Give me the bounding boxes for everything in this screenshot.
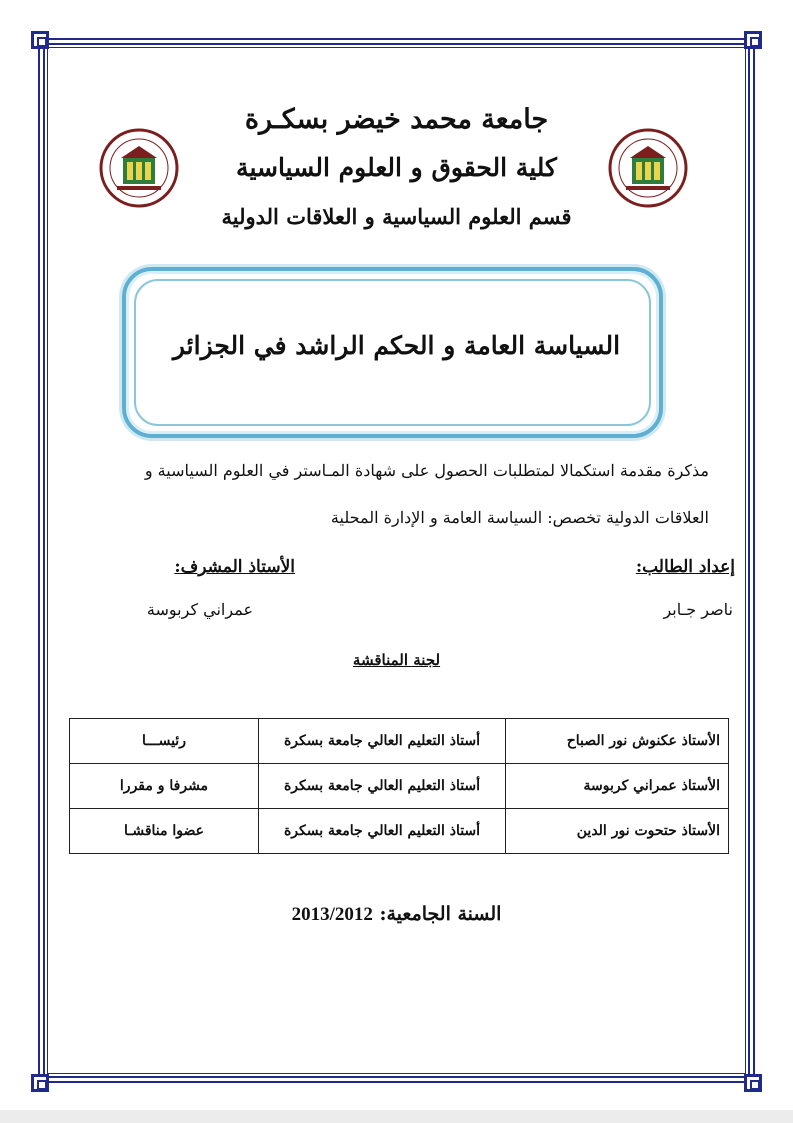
jury-member-name: الأستاذ عكنوش نور الصباح [506, 719, 729, 764]
jury-member-name: الأستاذ عمراني كربوسة [506, 764, 729, 809]
border-corner-ornament [744, 31, 762, 49]
student-name: ناصر جـابر [663, 600, 733, 619]
border-corner-ornament [31, 1074, 49, 1092]
jury-table [69, 718, 729, 854]
jury-member-role: رئيســـا [70, 719, 259, 764]
jury-member-role: مشرفا و مقررا [70, 764, 259, 809]
thesis-title: السياسة العامة و الحكم الراشد في الجزائر [172, 331, 621, 360]
faculty-name: كلية الحقوق و العلوم السياسية [236, 153, 557, 182]
thesis-description-line-2: العلاقات الدولية تخصص: السياسة العامة و الإدارة المحلية [330, 508, 709, 527]
thesis-description-line-1: مذكرة مقدمة استكمالا لمتطلبات الحصول على شهادة المـاستر في العلوم السياسية و [144, 461, 709, 480]
prepared-by-label: إعداد الطالب: [635, 557, 735, 577]
university-name: جامعة محمد خيضر بسكـرة [244, 104, 549, 135]
supervisor-label: الأستاذ المشرف: [174, 557, 295, 577]
jury-member-role: عضوا مناقشـا [70, 809, 259, 854]
title-frame [122, 267, 663, 438]
department-name: قسم العلوم السياسية و العلاقات الدولية [221, 204, 572, 229]
jury-member-rank: أستاذ التعليم العالي جامعة بسكرة [259, 719, 506, 764]
table-row [70, 809, 729, 854]
jury-heading: لجنة المناقشة [352, 651, 441, 669]
jury-member-name: الأستاذ حتحوت نور الدين [506, 809, 729, 854]
academic-year [0, 903, 793, 926]
page-bottom-strip [0, 1110, 793, 1123]
academic-year-label: السنة الجامعية: [379, 903, 502, 925]
jury-member-rank: أستاذ التعليم العالي جامعة بسكرة [259, 764, 506, 809]
jury-member-rank: أستاذ التعليم العالي جامعة بسكرة [259, 809, 506, 854]
academic-year-value: 2013/2012 [291, 904, 373, 925]
table-row [70, 764, 729, 809]
border-corner-ornament [31, 31, 49, 49]
table-row [70, 719, 729, 764]
supervisor-name: عمراني كربوسة [146, 600, 253, 619]
border-corner-ornament [744, 1074, 762, 1092]
